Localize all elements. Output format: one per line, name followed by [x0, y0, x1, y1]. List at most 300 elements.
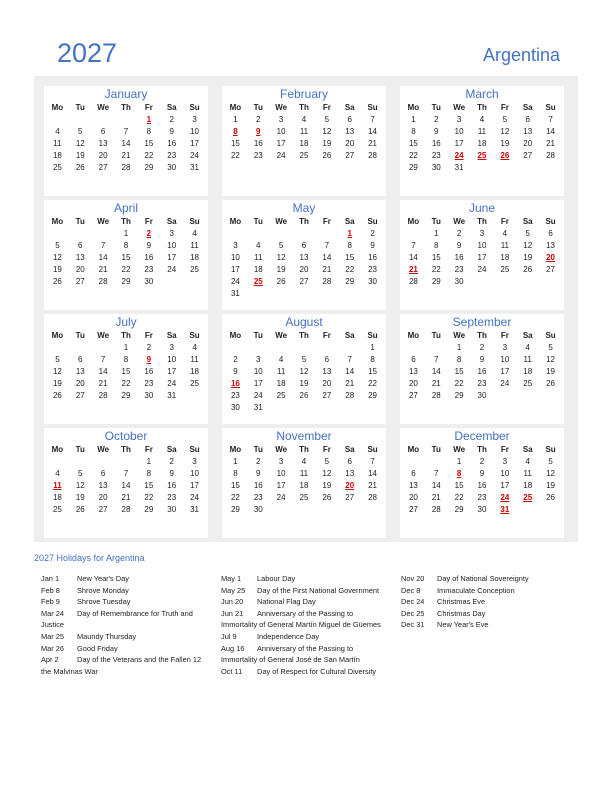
day-cell: 20 [408, 493, 418, 502]
day-cell: 11 [523, 355, 532, 364]
day-cell: 22 [408, 151, 418, 160]
weekday-header: Th [121, 103, 131, 112]
weekday-header: Fr [500, 445, 509, 454]
day-cell: 1 [233, 457, 238, 466]
month-name: September [452, 315, 512, 329]
weekday-header: Su [367, 445, 378, 454]
day-cell: 16 [230, 379, 240, 388]
day-cell: 2 [370, 229, 375, 238]
weekday-header: We [97, 103, 110, 112]
day-cell: 24 [500, 493, 510, 502]
day-cell: 26 [75, 163, 85, 172]
day-cell: 13 [322, 367, 332, 376]
day-cell: 4 [301, 115, 307, 124]
day-cell: 14 [368, 127, 378, 136]
day-cell: 18 [523, 481, 533, 490]
month-name: February [279, 87, 329, 101]
holiday-item [401, 573, 571, 585]
weekday-header: Tu [75, 103, 85, 112]
day-cell: 12 [299, 367, 309, 376]
day-cell: 23 [230, 391, 240, 400]
month-name: December [454, 429, 510, 443]
weekday-header: Tu [75, 217, 85, 226]
day-cell: 3 [169, 343, 174, 352]
empty-cell [92, 456, 115, 468]
weekday-header: Mo [229, 445, 242, 454]
day-cell: 25 [276, 391, 286, 400]
weekday-header: Th [299, 217, 309, 226]
weekday-header: We [453, 217, 466, 226]
day-cell: 6 [301, 241, 307, 250]
day-cell: 22 [144, 151, 154, 160]
day-cell: 19 [52, 379, 62, 388]
empty-cell [402, 228, 425, 240]
day-cell: 18 [299, 139, 309, 148]
day-cell: 9 [169, 127, 174, 136]
day-cell: 1 [456, 457, 462, 466]
day-cell: 4 [55, 469, 60, 478]
weekday-header: Mo [229, 217, 242, 226]
day-cell: 31 [167, 391, 177, 400]
holiday-name: Day of the Veterans and the Fallen 12 the Malvinas War [41, 655, 202, 676]
weekday-header: Su [367, 217, 378, 226]
day-cell: 6 [100, 469, 106, 478]
empty-cell [224, 228, 247, 240]
day-cell: 18 [299, 481, 309, 490]
day-cell: 10 [190, 127, 200, 136]
day-cell: 1 [347, 229, 352, 238]
weekday-header: We [275, 445, 288, 454]
weekday-header: Su [367, 103, 378, 112]
day-cell: 1 [233, 115, 238, 124]
day-cell: 24 [477, 265, 487, 274]
weekday-header: We [97, 331, 110, 340]
holiday-item [221, 596, 391, 608]
holiday-name: New Year's Day [77, 574, 129, 583]
day-cell: 28 [546, 151, 556, 160]
day-cell: 2 [479, 457, 485, 466]
weekday-header: Sa [344, 103, 355, 112]
day-grid [222, 102, 386, 162]
day-cell: 17 [230, 265, 240, 274]
weekday-header: Tu [253, 217, 263, 226]
day-cell: 11 [500, 241, 509, 250]
day-cell: 4 [192, 229, 197, 238]
holiday-date: Feb 9 [41, 597, 60, 607]
weekday-header: Su [189, 445, 200, 454]
day-cell: 28 [408, 277, 418, 286]
day-cell: 26 [52, 277, 62, 286]
day-cell: 15 [121, 253, 131, 262]
empty-cell [69, 456, 92, 468]
weekday-header: Sa [344, 331, 355, 340]
holiday-name: Shrove Monday [77, 585, 129, 595]
day-cell: 12 [52, 253, 62, 262]
day-cell: 23 [477, 493, 487, 502]
day-cell: 5 [78, 469, 83, 478]
day-cell: 17 [477, 253, 487, 262]
holiday-date: Jun 20 [221, 597, 244, 607]
day-cell: 22 [121, 265, 131, 274]
day-cell: 27 [98, 505, 108, 514]
day-cell: 21 [121, 493, 131, 502]
day-cell: 2 [233, 355, 238, 364]
day-cell: 5 [324, 457, 330, 466]
day-cell: 25 [523, 379, 533, 388]
weekday-header: Tu [431, 103, 441, 112]
day-cell: 23 [368, 265, 378, 274]
holiday-item [221, 666, 391, 678]
day-cell: 14 [345, 367, 355, 376]
holiday-name: Maundy Thursday [77, 631, 137, 641]
day-grid [44, 102, 208, 174]
holiday-name: Day of Remembrance for Truth and Justice [41, 608, 193, 630]
day-cell: 19 [500, 139, 510, 148]
day-cell: 1 [123, 229, 129, 238]
day-cell: 29 [144, 163, 154, 172]
day-cell: 25 [523, 493, 533, 502]
day-cell: 16 [167, 139, 177, 148]
day-cell: 9 [479, 469, 485, 478]
day-cell: 18 [477, 139, 487, 148]
day-cell: 19 [52, 265, 62, 274]
day-cell: 12 [75, 139, 85, 148]
day-cell: 16 [167, 481, 177, 490]
day-cell: 5 [548, 343, 553, 352]
weekday-header: Fr [144, 217, 153, 226]
day-cell: 3 [192, 457, 197, 466]
weekday-header: Su [545, 445, 556, 454]
day-cell: 20 [345, 139, 355, 148]
day-cell: 20 [75, 265, 85, 274]
day-cell: 6 [100, 127, 106, 136]
day-cell: 14 [121, 481, 131, 490]
month-august [222, 314, 386, 424]
day-cell: 10 [500, 355, 510, 364]
weekday-header: Th [299, 445, 309, 454]
day-cell: 17 [276, 481, 286, 490]
day-cell: 12 [322, 469, 332, 478]
day-cell: 14 [368, 469, 378, 478]
day-cell: 28 [345, 391, 355, 400]
day-cell: 22 [431, 265, 441, 274]
day-cell: 20 [546, 253, 556, 262]
holiday-item [401, 608, 571, 620]
holiday-name: National Flag Day [257, 597, 316, 607]
day-cell: 4 [256, 241, 261, 250]
weekday-header: Th [299, 331, 309, 340]
weekday-header: Tu [253, 103, 263, 112]
day-cell: 19 [546, 367, 556, 376]
day-cell: 8 [411, 127, 416, 136]
day-cell: 14 [98, 253, 108, 262]
day-cell: 13 [98, 481, 108, 490]
day-cell: 24 [230, 277, 240, 286]
day-cell: 13 [345, 127, 355, 136]
holiday-date: Jul 9 [221, 631, 237, 641]
empty-cell [46, 228, 69, 240]
holiday-date: Aug 16 [221, 643, 245, 653]
holiday-column [221, 573, 391, 677]
day-cell: 5 [502, 115, 508, 124]
holiday-date: Mar 24 [41, 608, 65, 618]
day-cell: 11 [299, 127, 309, 136]
day-cell: 10 [167, 355, 177, 364]
empty-cell [402, 456, 425, 468]
weekday-header: Sa [166, 445, 177, 454]
day-cell: 29 [454, 391, 464, 400]
day-cell: 25 [52, 505, 62, 514]
day-cell: 31 [230, 289, 240, 298]
weekday-header: Fr [144, 331, 153, 340]
day-cell: 21 [121, 151, 131, 160]
day-cell: 30 [167, 163, 177, 172]
month-name: March [465, 87, 499, 101]
day-cell: 26 [322, 493, 332, 502]
day-cell: 6 [347, 457, 352, 466]
day-cell: 27 [322, 391, 332, 400]
day-cell: 8 [347, 241, 352, 250]
holiday-date: May 25 [221, 585, 246, 595]
day-cell: 10 [454, 127, 464, 136]
day-cell: 17 [253, 379, 263, 388]
day-cell: 15 [121, 367, 131, 376]
day-grid [400, 102, 564, 174]
day-cell: 3 [233, 241, 238, 250]
empty-cell [69, 114, 92, 126]
holiday-date: Dec 24 [401, 597, 425, 607]
day-cell: 7 [100, 241, 106, 250]
holiday-name: Day of Respect for Cultural Diversity [257, 666, 377, 676]
day-cell: 11 [299, 469, 309, 478]
day-cell: 6 [78, 241, 83, 250]
day-cell: 9 [479, 355, 485, 364]
empty-cell [46, 456, 69, 468]
day-cell: 22 [121, 379, 131, 388]
weekday-header: Fr [500, 331, 509, 340]
day-cell: 1 [146, 115, 152, 124]
day-cell: 31 [190, 163, 200, 172]
day-cell: 24 [190, 493, 200, 502]
day-cell: 2 [434, 115, 439, 124]
day-cell: 19 [276, 265, 286, 274]
holiday-date: Mar 25 [41, 631, 65, 641]
weekday-header: Mo [51, 331, 64, 340]
day-cell: 6 [347, 115, 352, 124]
day-cell: 11 [190, 241, 199, 250]
day-cell: 30 [454, 277, 464, 286]
day-grid [222, 216, 386, 300]
holiday-item [221, 631, 391, 643]
day-cell: 14 [431, 481, 441, 490]
day-cell: 14 [408, 253, 418, 262]
day-cell: 27 [75, 277, 85, 286]
weekday-header: Fr [500, 103, 509, 112]
day-cell: 19 [299, 379, 309, 388]
weekday-header: Mo [229, 103, 242, 112]
weekday-header: We [453, 445, 466, 454]
weekday-header: Su [189, 217, 200, 226]
day-cell: 2 [169, 115, 174, 124]
day-cell: 29 [368, 391, 378, 400]
day-cell: 11 [53, 481, 62, 490]
day-cell: 17 [167, 367, 177, 376]
day-cell: 29 [230, 505, 240, 514]
day-grid [44, 216, 208, 288]
day-cell: 3 [192, 115, 197, 124]
day-cell: 25 [477, 151, 487, 160]
day-cell: 17 [190, 481, 200, 490]
day-cell: 28 [98, 277, 108, 286]
day-cell: 11 [276, 367, 286, 376]
day-cell: 15 [230, 481, 240, 490]
weekday-header: Sa [344, 445, 355, 454]
day-cell: 9 [456, 241, 462, 250]
day-cell: 17 [276, 139, 286, 148]
weekday-header: Fr [144, 445, 153, 454]
month-september [400, 314, 564, 424]
day-cell: 5 [324, 115, 330, 124]
holiday-item [401, 596, 571, 608]
holiday-item [41, 643, 211, 655]
day-cell: 13 [75, 367, 85, 376]
day-cell: 27 [345, 493, 355, 502]
day-cell: 9 [146, 241, 152, 250]
weekday-header: We [275, 103, 288, 112]
holiday-item [41, 631, 211, 643]
day-cell: 25 [52, 163, 62, 172]
day-cell: 10 [253, 367, 263, 376]
holiday-date: Mar 26 [41, 643, 65, 653]
day-cell: 9 [233, 367, 238, 376]
month-december [400, 428, 564, 538]
day-cell: 21 [431, 493, 441, 502]
holiday-date: Oct 11 [221, 666, 243, 676]
holiday-item [221, 585, 391, 597]
holiday-name: Anniversary of the Passing to Immortality of General Martín Miguel de Güemes [221, 608, 381, 630]
weekday-header: Su [545, 217, 556, 226]
empty-cell [224, 342, 247, 354]
holiday-name: Christmas Day [437, 608, 486, 618]
day-cell: 28 [121, 163, 131, 172]
day-cell: 1 [411, 115, 416, 124]
holidays-title: 2027 Holidays for Argentina [34, 553, 145, 563]
holiday-name: Anniversary of the Passing to Immortality of General José de San Martín [221, 643, 360, 665]
day-cell: 15 [454, 367, 464, 376]
day-cell: 16 [454, 253, 464, 262]
day-cell: 23 [167, 151, 177, 160]
day-cell: 27 [408, 505, 418, 514]
month-name: April [113, 201, 138, 215]
day-cell: 31 [500, 505, 510, 514]
day-cell: 13 [408, 367, 418, 376]
day-cell: 3 [256, 355, 261, 364]
day-cell: 28 [368, 151, 378, 160]
calendar-year: 2027 [57, 38, 118, 68]
day-cell: 12 [75, 481, 85, 490]
day-cell: 28 [368, 493, 378, 502]
weekday-header: Tu [253, 445, 263, 454]
empty-cell [92, 114, 115, 126]
day-cell: 13 [98, 139, 108, 148]
day-cell: 18 [52, 151, 62, 160]
day-cell: 24 [276, 493, 286, 502]
day-cell: 16 [253, 481, 263, 490]
weekday-header: Th [121, 217, 131, 226]
day-cell: 4 [301, 457, 307, 466]
weekday-header: Mo [407, 217, 420, 226]
country-name: Argentina [482, 45, 560, 65]
day-cell: 20 [75, 379, 85, 388]
weekday-header: Sa [522, 103, 533, 112]
weekday-header: Mo [51, 103, 64, 112]
day-cell: 3 [502, 343, 508, 352]
day-cell: 3 [169, 229, 174, 238]
day-cell: 5 [278, 241, 284, 250]
day-cell: 15 [368, 367, 378, 376]
month-march [400, 86, 564, 196]
day-cell: 3 [278, 457, 284, 466]
day-cell: 20 [299, 265, 309, 274]
day-cell: 3 [502, 457, 508, 466]
day-cell: 13 [408, 481, 418, 490]
month-february [222, 86, 386, 196]
day-cell: 26 [75, 505, 85, 514]
month-may [222, 200, 386, 310]
holiday-date: Jan 1 [41, 574, 60, 583]
empty-cell [247, 342, 270, 354]
day-cell: 19 [75, 151, 85, 160]
day-cell: 22 [345, 265, 355, 274]
day-cell: 11 [53, 139, 62, 148]
day-cell: 12 [322, 127, 332, 136]
day-cell: 20 [345, 481, 355, 490]
day-cell: 5 [55, 355, 60, 364]
day-cell: 22 [454, 379, 464, 388]
empty-cell [315, 342, 338, 354]
day-cell: 18 [190, 253, 200, 262]
day-cell: 8 [434, 241, 439, 250]
day-cell: 31 [190, 505, 200, 514]
empty-cell [425, 342, 448, 354]
month-name: October [104, 429, 148, 443]
day-cell: 25 [190, 265, 200, 274]
day-cell: 30 [477, 391, 487, 400]
holiday-item [41, 608, 211, 631]
day-cell: 2 [169, 457, 174, 466]
day-grid [222, 444, 386, 516]
day-cell: 21 [322, 265, 332, 274]
day-cell: 19 [322, 481, 332, 490]
day-cell: 12 [52, 367, 62, 376]
holiday-date: Dec 8 [401, 585, 421, 595]
day-cell: 19 [546, 481, 556, 490]
empty-cell [425, 456, 448, 468]
empty-cell [115, 456, 138, 468]
day-cell: 4 [525, 343, 530, 352]
day-cell: 22 [454, 493, 464, 502]
day-cell: 11 [477, 127, 487, 136]
day-cell: 17 [190, 139, 200, 148]
day-cell: 14 [121, 139, 131, 148]
weekday-header: Su [189, 103, 200, 112]
day-cell: 20 [523, 139, 533, 148]
holiday-name: Christmas Eve [437, 597, 486, 607]
day-grid [400, 444, 564, 516]
day-cell: 1 [370, 343, 375, 352]
day-cell: 21 [345, 379, 355, 388]
holiday-item [41, 585, 211, 597]
